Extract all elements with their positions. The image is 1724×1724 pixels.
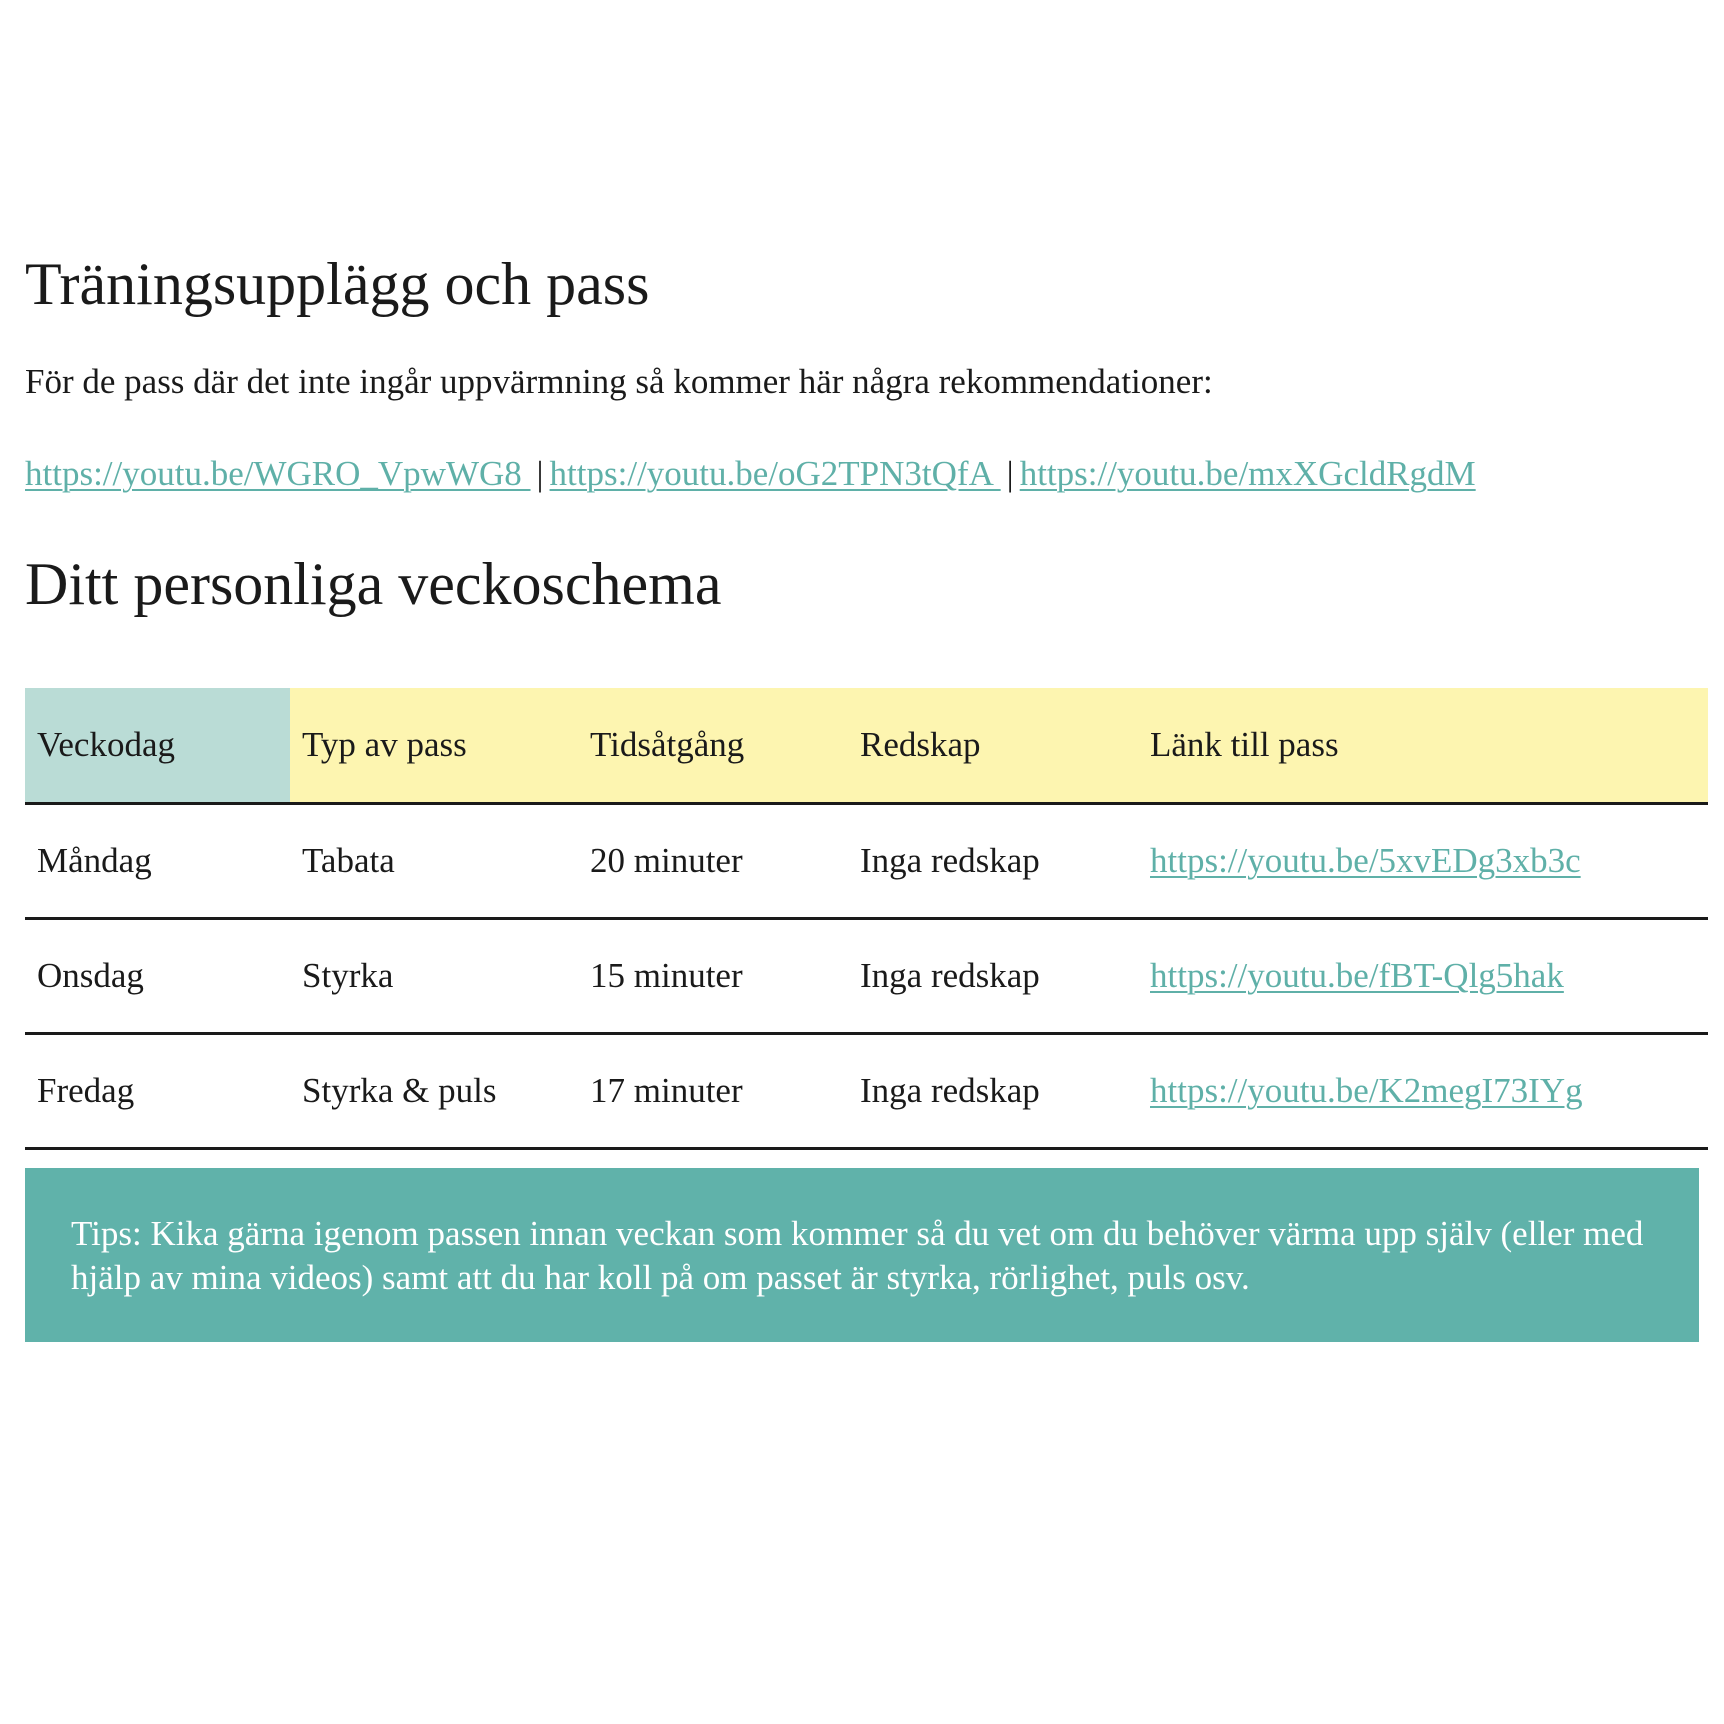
warmup-links	[25, 452, 1476, 496]
weekly-schedule-table	[25, 688, 1708, 1150]
link-separator: |	[536, 454, 544, 493]
session-link[interactable]: https://youtu.be/fBT-Qlg5hak	[1150, 956, 1564, 995]
cell-equipment: Inga redskap	[848, 1034, 1138, 1149]
cell-type: Styrka	[290, 919, 578, 1034]
warmup-link-2[interactable]: https://youtu.be/oG2TPN3tQfA	[549, 454, 1001, 493]
warmup-link-3[interactable]: https://youtu.be/mxXGcldRgdM	[1019, 454, 1476, 493]
header-weekday: Veckodag	[25, 688, 290, 804]
warmup-link-1[interactable]: https://youtu.be/WGRO_VpwWG8	[25, 454, 531, 493]
link-separator: |	[1006, 454, 1014, 493]
intro-text: För de pass där det inte ingår uppvärmning så kommer här några rekommendationer:	[25, 362, 1213, 401]
tips-box: Tips: Kika gärna igenom passen innan veckan som kommer så du vet om du behöver värma upp själv (eller med hjälp av mina videos) samt att du har koll på om passet är styrka, rörlighet, puls osv.	[25, 1168, 1699, 1342]
cell-duration: 15 minuter	[578, 919, 848, 1034]
cell-equipment: Inga redskap	[848, 804, 1138, 919]
schedule-heading: Ditt personliga veckoschema	[25, 551, 722, 617]
cell-day: Onsdag	[25, 919, 290, 1034]
cell-duration: 17 minuter	[578, 1034, 848, 1149]
cell-link	[1138, 804, 1708, 919]
session-link[interactable]: https://youtu.be/5xvEDg3xb3c	[1150, 841, 1581, 880]
cell-day: Måndag	[25, 804, 290, 919]
header-equipment: Redskap	[848, 688, 1138, 804]
cell-day: Fredag	[25, 1034, 290, 1149]
table-row	[25, 804, 1708, 919]
header-type: Typ av pass	[290, 688, 578, 804]
cell-duration: 20 minuter	[578, 804, 848, 919]
cell-link	[1138, 1034, 1708, 1149]
header-link: Länk till pass	[1138, 688, 1708, 804]
cell-type: Styrka & puls	[290, 1034, 578, 1149]
session-link[interactable]: https://youtu.be/K2megI73IYg	[1150, 1071, 1583, 1110]
table-row	[25, 919, 1708, 1034]
cell-equipment: Inga redskap	[848, 919, 1138, 1034]
training-heading: Träningsupplägg och pass	[25, 251, 650, 317]
table-row	[25, 1034, 1708, 1149]
cell-link	[1138, 919, 1708, 1034]
header-duration: Tidsåtgång	[578, 688, 848, 804]
table-header-row	[25, 688, 1708, 804]
cell-type: Tabata	[290, 804, 578, 919]
